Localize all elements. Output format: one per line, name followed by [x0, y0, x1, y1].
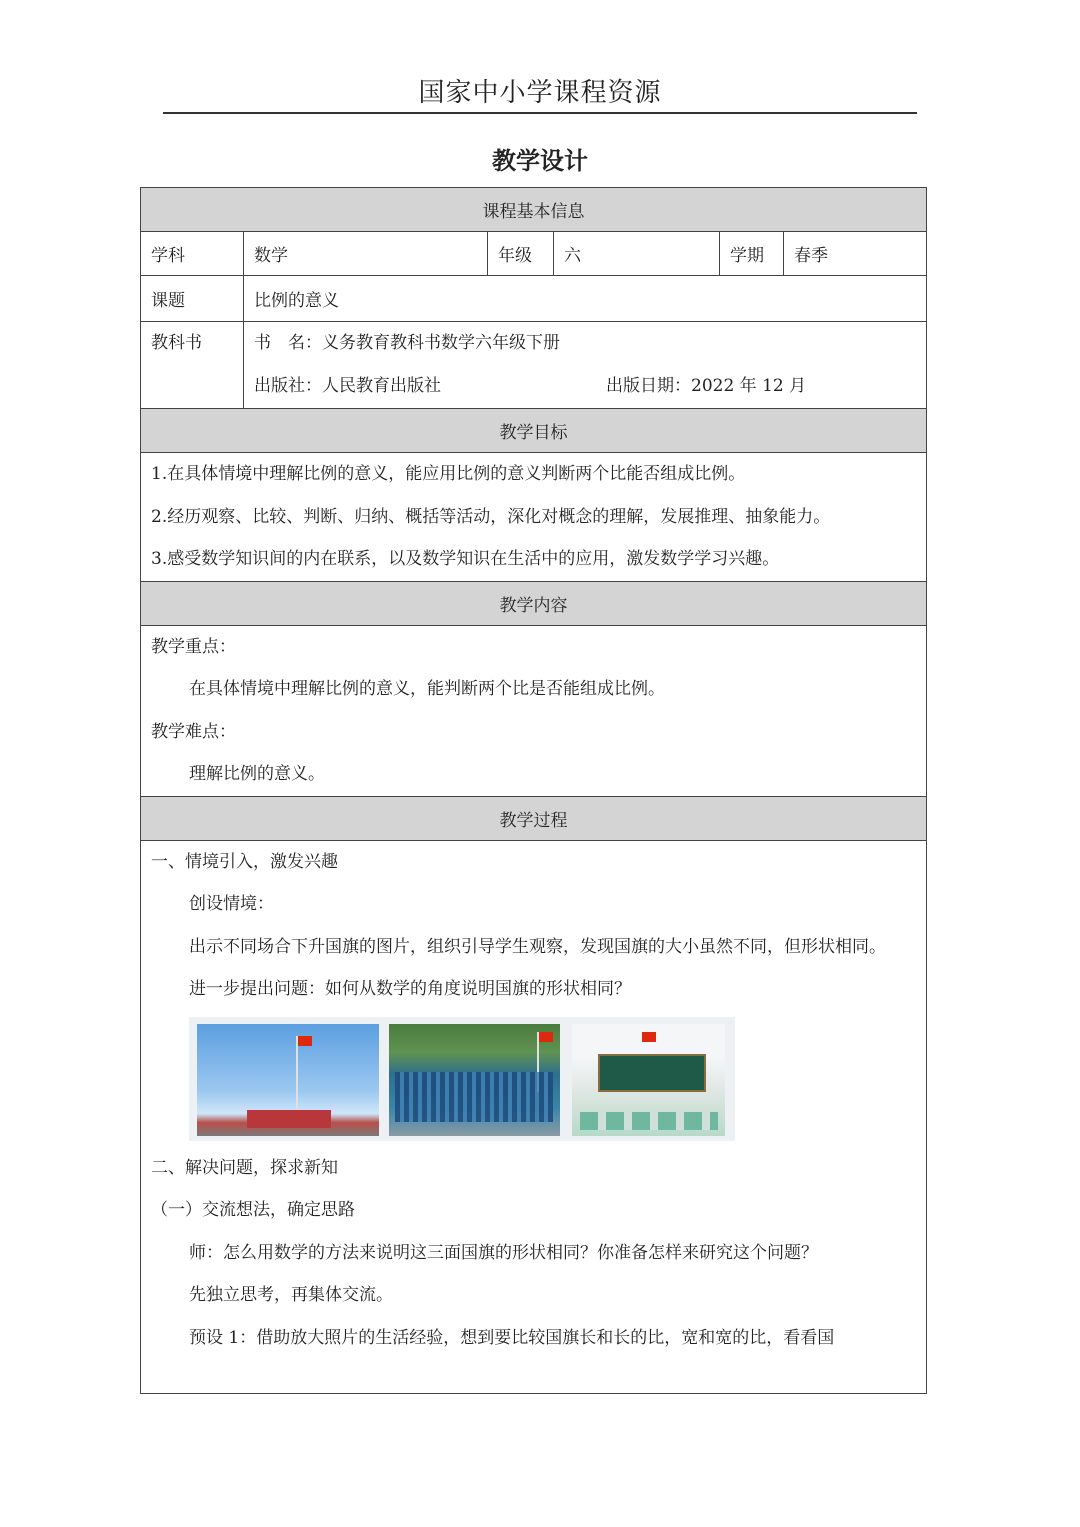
- textbook-name: 书 名：义务教育教科书数学六年级下册: [254, 333, 560, 353]
- students-crowd: [395, 1072, 553, 1122]
- content-body: [141, 625, 927, 796]
- textbook-publisher-row: [254, 365, 916, 408]
- page-header: 国家中小学课程资源: [163, 74, 917, 114]
- objective-item: 2.经历观察、比较、判断、归纳、概括等活动，深化对概念的理解，发展推理、抽象能力。: [151, 506, 831, 527]
- step2-title: 二、解决问题，探求新知: [151, 1157, 338, 1178]
- step1-paragraph: 出示不同场合下升国旗的图片，组织引导学生观察，发现国旗的大小虽然不同，但形状相同。: [189, 936, 886, 957]
- flag-icon: [539, 1032, 553, 1042]
- classroom-photo: [572, 1024, 725, 1136]
- subject-label: 学科: [141, 232, 244, 276]
- step1-question: 进一步提出问题：如何从数学的角度说明国旗的形状相同？: [189, 979, 631, 999]
- desks: [580, 1112, 718, 1130]
- textbook-label-text: 教科书: [151, 333, 202, 353]
- term-value: 春季: [784, 232, 927, 276]
- doc-title: 教学设计: [492, 146, 588, 175]
- textbook-label: [141, 322, 244, 409]
- topic-value: 比例的意义: [244, 276, 927, 322]
- objective-item: 3.感受数学知识间的内在联系，以及数学知识在生活中的应用，激发数学学习兴趣。: [151, 549, 780, 569]
- step2-paragraph: 先独立思考，再集体交流。: [189, 1285, 393, 1305]
- lesson-plan-table: [140, 187, 927, 1394]
- school-ceremony-photo: [389, 1024, 560, 1136]
- gate-shape: [247, 1110, 331, 1128]
- difficulty-label: 教学难点：: [151, 721, 236, 742]
- subject-value: 数学: [244, 232, 488, 276]
- process-body: [141, 840, 927, 1393]
- textbook-info: [244, 322, 927, 409]
- step2-paragraph: 师：怎么用数学的方法来说明这三面国旗的形状相同？你准备怎样来研究这个问题？: [189, 1242, 818, 1263]
- section-content: 教学内容: [141, 581, 927, 625]
- blackboard: [598, 1054, 706, 1092]
- key-point-label: 教学重点：: [151, 636, 236, 657]
- objectives-body: [141, 453, 927, 582]
- topic-label: 课题: [141, 276, 244, 322]
- difficulty-text: 理解比例的意义。: [189, 764, 325, 784]
- grade-label: 年级: [488, 232, 554, 276]
- textbook-pub-date: 出版日期：2022 年 12 月: [606, 376, 807, 396]
- step2-sub: （一）交流想法，确定思路: [151, 1200, 355, 1220]
- textbook-publisher: 出版社：人民教育出版社: [254, 376, 441, 396]
- step2-paragraph: 预设 1：借助放大照片的生活经验，想到要比较国旗长和长的比，宽和宽的比，看看国: [189, 1327, 835, 1348]
- section-objectives: 教学目标: [141, 409, 927, 453]
- flag-photos: [189, 1017, 735, 1141]
- term-label: 学期: [720, 232, 784, 276]
- tiananmen-flag-photo: [197, 1024, 379, 1136]
- flag-icon: [642, 1032, 656, 1042]
- section-process: 教学过程: [141, 796, 927, 840]
- key-point-text: 在具体情境中理解比例的意义，能判断两个比是否能组成比例。: [189, 679, 665, 699]
- section-basic-info: 课程基本信息: [141, 188, 927, 232]
- grade-value: 六: [554, 232, 720, 276]
- step1-sub: 创设情境：: [189, 894, 274, 914]
- objective-item: 1.在具体情境中理解比例的意义，能应用比例的意义判断两个比能否组成比例。: [151, 464, 746, 484]
- flag-icon: [298, 1036, 312, 1046]
- step1-title: 一、情境引入，激发兴趣: [151, 851, 338, 872]
